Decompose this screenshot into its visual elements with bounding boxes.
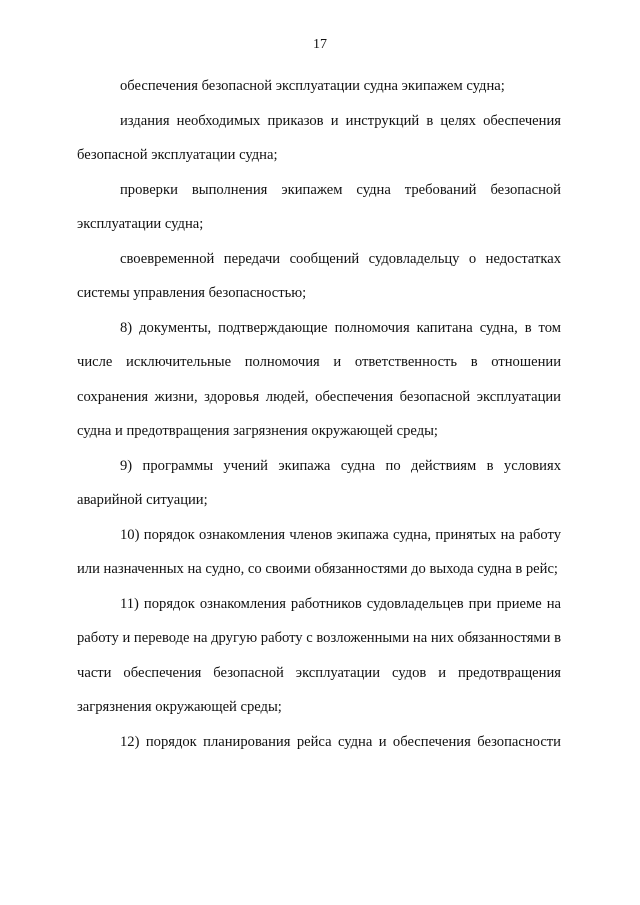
paragraph-item-9-emergency-drills: 9) программы учений экипажа судна по действиям в условиях аварийной ситуации; xyxy=(77,457,561,508)
paragraph-item-12-voyage-planning: 12) порядок планирования рейса судна и обеспечения безопасности xyxy=(120,733,561,750)
paragraph-item-8-captain-authority: 8) документы, подтверждающие полномочия капитана судна, в том числе исключительные полномочия и ответственность в отношении сохранения жизни, здоровья людей, обеспечения безопасной эксплуатации судна и предотвращения загрязнения окружающей среды; xyxy=(77,319,561,439)
document-body xyxy=(77,69,561,759)
page-number: 17 xyxy=(313,37,327,52)
paragraph-crew-compliance-checks: проверки выполнения экипажем судна требований безопасной эксплуатации судна; xyxy=(77,181,561,232)
paragraph-orders-and-instructions: издания необходимых приказов и инструкций в целях обеспечения безопасной эксплуатации судна; xyxy=(77,112,561,163)
paragraph-timely-reporting: своевременной передачи сообщений судовладельцу о недостатках системы управления безопасностью; xyxy=(77,250,561,301)
paragraph-item-11-employee-familiarization: 11) порядок ознакомления работников судовладельцев при приеме на работу и переводе на другую работу с возложенными на них обязанностями в части обеспечения безопасной эксплуатации судов и предотвращения загрязнения окружающей среды; xyxy=(77,595,561,715)
paragraph-safe-operation-by-crew: обеспечения безопасной эксплуатации судна экипажем судна; xyxy=(120,78,505,94)
paragraph-item-10-crew-familiarization: 10) порядок ознакомления членов экипажа судна, принятых на работу или назначенных на судно, со своими обязанностями до выхода судна в рейс; xyxy=(77,526,561,577)
